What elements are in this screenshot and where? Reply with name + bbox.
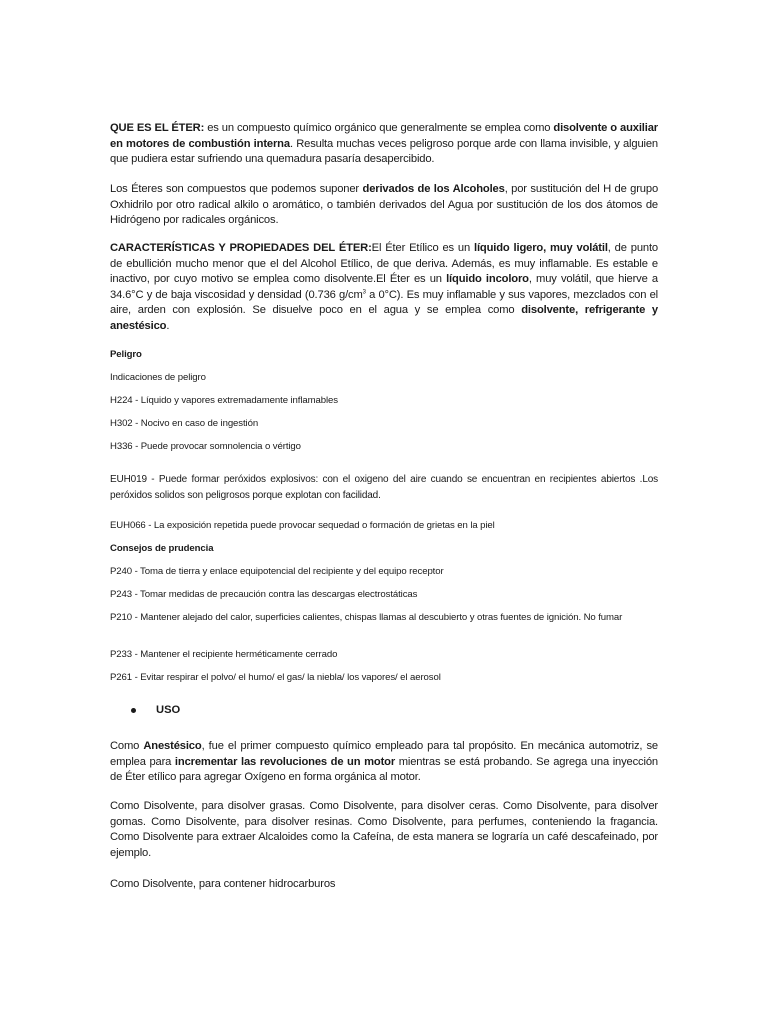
precaution-p243: P243 - Tomar medidas de precaución contra las descargas electrostáticas xyxy=(110,589,418,600)
peligro-title: Peligro xyxy=(110,349,142,360)
hazard-h302: H302 - Nocivo en caso de ingestión xyxy=(110,418,259,429)
intro-term: QUE ES EL ÉTER: xyxy=(110,122,205,134)
uso-heading: USO xyxy=(156,704,181,716)
hazard-euh019: EUH019 - Puede formar peróxidos explosivos: con el oxigeno del aire cuando se encuentran en recipientes abiertos .Los peróxidos solidos son peligrosos porque explotan con facilidad. xyxy=(110,474,658,501)
hazard-h224: H224 - Líquido y vapores extremadamente inflamables xyxy=(110,395,338,406)
uso-hidrocarburos-paragraph: Como Disolvente, para contener hidrocarburos xyxy=(110,878,336,890)
uso-disolvente-paragraph: Como Disolvente, para disolver grasas. Como Disolvente, para disolver ceras. Como Disolvente, para disolver gomas. Como Disolvente, para disolver resinas. Como Disolvente, para perfumes, conteniendo la fragancia. Como Disolvente para extraer Alcaloides como la Cafeína, de esta manera se lograría un café descafeinado, por ejemplo. xyxy=(110,800,658,859)
consejos-title: Consejos de prudencia xyxy=(110,543,214,554)
hazard-h336: H336 - Puede provocar somnolencia o vértigo xyxy=(110,441,301,452)
precaution-p261: P261 - Evitar respirar el polvo/ el humo/ el gas/ la niebla/ los vapores/ el aerosol xyxy=(110,672,441,683)
eteres-paragraph: Los Éteres son compuestos que podemos suponer derivados de los Alcoholes, por sustitución del H de grupo Oxhidrilo por otro radical alkilo o aromático, o también derivados del Agua por sustitución de los dos átomos de Hidrógeno por radicales orgánicos. xyxy=(110,183,659,226)
hazard-euh066: EUH066 - La exposición repetida puede provocar sequedad o formación de grietas en la piel xyxy=(110,520,495,531)
caracteristicas-paragraph: CARACTERÍSTICAS Y PROPIEDADES DEL ÉTER:El Éter Etílico es un líquido ligero, muy volátil, de punto de ebullición mucho menor que el del Alcohol Etílico, de que deriva. Además, es muy inflamable. Es estable e inactivo, por cuyo motivo se emplea como disolvente.El Éter es un líquido incoloro, muy volátil, que hierve a 34.6°C y de baja viscosidad y densidad (0.736 $g/cm^3$ a 0°C). Es muy inflamable y sus vapores, mezclados con el aire, arden con explosión. Se disuelve poco en el agua y se emplea como disolvente, refrigerante y anestésico. xyxy=(110,242,659,332)
bullet-icon xyxy=(131,708,136,713)
caracteristicas-heading: CARACTERÍSTICAS Y PROPIEDADES DEL ÉTER: xyxy=(110,242,372,254)
precaution-p210: P210 - Mantener alejado del calor, superficies calientes, chispas llamas al descubierto y otras fuentes de ignición. No fumar xyxy=(110,612,623,623)
precaution-p233: P233 - Mantener el recipiente herméticamente cerrado xyxy=(110,649,338,660)
precaution-p240: P240 - Toma de tierra y enlace equipotencial del recipiente y del equipo receptor xyxy=(110,566,444,577)
intro-paragraph: QUE ES EL ÉTER: es un compuesto químico orgánico que generalmente se emplea como disolvente o auxiliar en motores de combustión interna. Resulta muchas veces peligroso porque arde con llama invisible, y alguien que pudiera estar sufriendo una quemadura pasaría desapercibido. xyxy=(110,122,659,165)
uso-anestesico-paragraph: Como Anestésico, fue el primer compuesto químico empleado para tal propósito. En mecánica automotriz, se emplea para incrementar las revoluciones de un motor mientras se está probando. Se agrega una inyección de Éter etílico para agregar Oxígeno en forma orgánica al motor. xyxy=(110,740,658,783)
indicaciones-subtitle: Indicaciones de peligro xyxy=(110,372,206,383)
